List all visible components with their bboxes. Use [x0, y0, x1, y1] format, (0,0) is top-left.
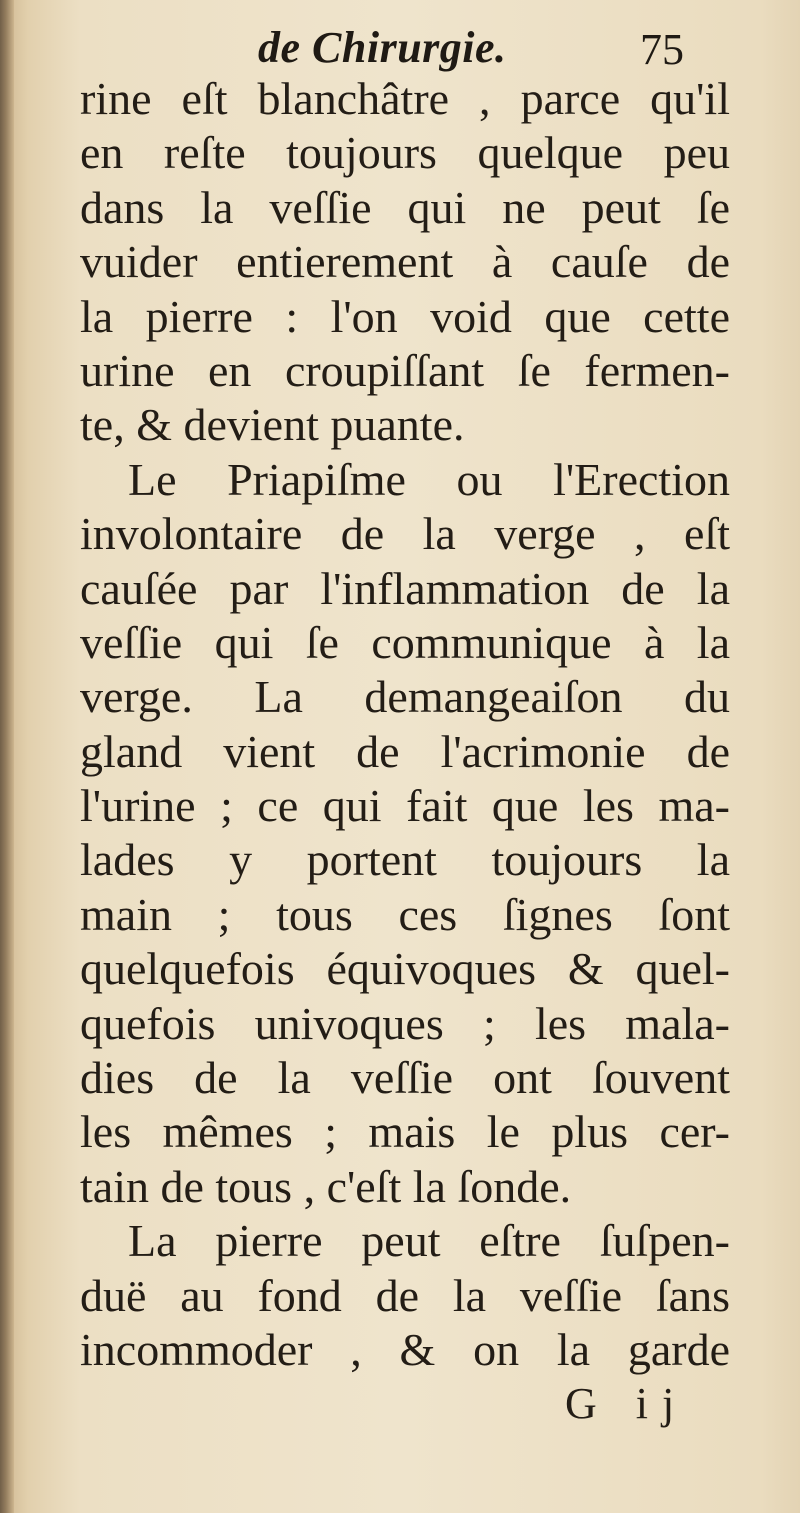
text-line: te, & devient puante. — [80, 399, 465, 451]
text-line: verge. La demangeaiſon du — [80, 671, 730, 723]
text-line: tain de tous , c'eſt la ſonde. — [80, 1160, 572, 1212]
text-line: main ; tous ces ſignes ſont — [80, 888, 730, 940]
text-line: quefois univoques ; les mala- — [80, 997, 730, 1049]
text-line: urine en croupiſſant ſe fermen- — [80, 344, 730, 396]
text-line: en reſte toujours quelque peu — [80, 127, 730, 179]
text-line: vuider entierement à cauſe de — [80, 236, 730, 288]
text-line: l'urine ; ce qui fait que les ma- — [80, 780, 730, 832]
running-title: de Chirurgie. — [258, 23, 507, 72]
text-line: dans la veſſie qui ne peut ſe — [80, 181, 730, 233]
text-line: quelquefois équivoques & quel- — [80, 943, 730, 995]
text-line: involontaire de la verge , eſt — [80, 508, 730, 560]
page-gutter — [0, 0, 14, 1513]
text-line: veſſie qui ſe communique à la — [80, 616, 730, 668]
text-line: lades y portent toujours la — [80, 834, 730, 886]
page-number: 75 — [640, 25, 684, 74]
text-line: rine eſt blanchâtre , parce qu'il — [80, 73, 730, 124]
text-line: incommoder , & on la garde — [80, 1323, 730, 1375]
body-text — [80, 72, 730, 1377]
signature-mark: G ij — [565, 1379, 689, 1428]
text-line: Le Priapiſme ou l'Erection — [128, 453, 730, 505]
text-line: dies de la veſſie ont ſouvent — [80, 1052, 730, 1104]
text-line: cauſée par l'inflammation de la — [80, 562, 730, 614]
text-line: La pierre peut eſtre ſuſpen- — [128, 1215, 730, 1267]
text-line: les mêmes ; mais le plus cer- — [80, 1106, 730, 1158]
text-line: gland vient de l'acrimonie de — [80, 725, 730, 777]
text-line: la pierre : l'on void que cette — [80, 290, 730, 342]
text-line: duë au fond de la veſſie ſans — [80, 1269, 730, 1321]
